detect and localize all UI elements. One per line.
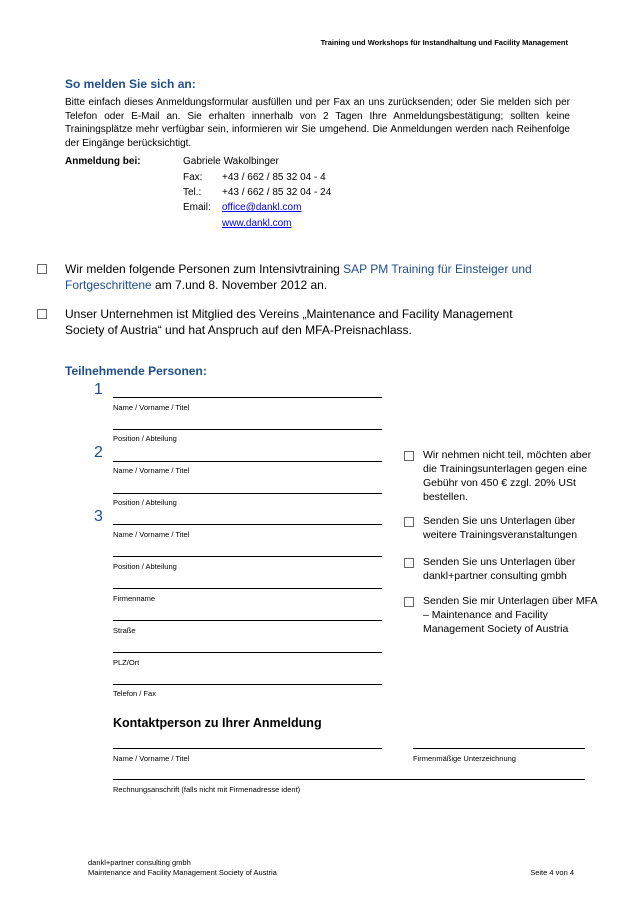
signature-label: Firmenmäßige Unterzeichnung	[413, 754, 516, 763]
city-line[interactable]	[113, 652, 382, 653]
fax-label: Fax:	[183, 172, 203, 183]
register-text-post: am 7.und 8. November 2012 an.	[151, 278, 328, 292]
page-header: Training und Workshops für Instandhaltung und Facility Management	[320, 38, 568, 47]
participant-3-position-line[interactable]	[113, 556, 382, 557]
signup-label: Anmeldung bei:	[65, 156, 141, 167]
option-no-participation-checkbox[interactable]	[404, 451, 414, 461]
participant-1-name-line[interactable]	[113, 397, 382, 398]
option-mfa-info[interactable]	[404, 594, 604, 636]
signature-line[interactable]	[413, 748, 585, 749]
footer-society: Maintenance and Facility Management Society of Austria	[88, 868, 277, 877]
option-more-trainings-checkbox[interactable]	[404, 517, 414, 527]
street-line[interactable]	[113, 620, 382, 621]
option-more-trainings[interactable]	[404, 514, 604, 542]
option-dankl-info-checkbox[interactable]	[404, 558, 414, 568]
participant-1-name-label: Name / Vorname / Titel	[113, 403, 190, 412]
participant-number-3: 3	[94, 508, 103, 525]
signup-intro: Bitte einfach dieses Anmeldungsformular ausfüllen und per Fax an uns zurücksenden; oder Sie melden sich per Telefon oder E-Mail an. Sie erhalten innerhalb von 2 Tagen Ihre Anmeldungsbestätigung; sollten keine Trainingsplätze mehr verfügbar sein, informieren wir Sie umgehend. Die Anmeldungen werden nach Reihenfolge der Eingänge berücksichtigt.	[65, 97, 570, 149]
billing-label: Rechnungsanschrift (falls nicht mit Firmenadresse ident)	[113, 785, 301, 794]
company-line[interactable]	[113, 588, 382, 589]
participant-3-name-label: Name / Vorname / Titel	[113, 530, 190, 539]
contact-name-line[interactable]	[113, 748, 382, 749]
footer-company: dankl+partner consulting gmbh	[88, 858, 191, 867]
participant-number-1: 1	[94, 381, 103, 398]
web-link[interactable]: www.dankl.com	[222, 218, 292, 229]
training-name: SAP PM Training für Einsteiger und Fortgeschrittene	[65, 262, 532, 292]
contact-heading: Kontaktperson zu Ihrer Anmeldung	[113, 716, 322, 730]
signup-heading: So melden Sie sich an:	[65, 77, 196, 91]
participant-1-position-line[interactable]	[113, 429, 382, 430]
member-checkbox[interactable]	[37, 309, 47, 319]
fax-number: +43 / 662 / 85 32 04 - 4	[222, 172, 326, 183]
participant-3-position-label: Position / Abteilung	[113, 562, 177, 571]
tel-number: +43 / 662 / 85 32 04 - 24	[222, 187, 332, 198]
option-dankl-info-text: Senden Sie uns Unterlagen über dankl+partner consulting gmbh	[423, 556, 576, 582]
participant-2-position-label: Position / Abteilung	[113, 498, 177, 507]
phone-line[interactable]	[113, 684, 382, 685]
participants-heading: Teilnehmende Personen:	[65, 364, 207, 378]
option-dankl-info[interactable]	[404, 555, 604, 583]
participant-3-name-line[interactable]	[113, 524, 382, 525]
email-link[interactable]: office@dankl.com	[222, 202, 302, 213]
option-no-participation-text: Wir nehmen nicht teil, möchten aber die Trainingsunterlagen gegen eine Gebühr von 450 € zzgl. 20% USt bestellen.	[423, 449, 592, 503]
option-no-participation[interactable]	[404, 448, 604, 504]
register-text-pre: Wir melden folgende Personen zum Intensivtraining	[65, 262, 344, 276]
participant-1-position-label: Position / Abteilung	[113, 434, 177, 443]
register-checkbox[interactable]	[37, 264, 47, 274]
contact-name-label: Name / Vorname / Titel	[113, 754, 190, 763]
member-statement: Unser Unternehmen ist Mitglied des Vereins „Maintenance and Facility Management Society of Austria“ und hat Anspruch auf den MFA-Preisnachlass.	[65, 307, 513, 337]
option-mfa-info-text: Senden Sie mir Unterlagen über MFA – Maintenance and Facility Management Society of Austria	[423, 595, 597, 635]
contact-name: Gabriele Wakolbinger	[183, 156, 279, 167]
participant-2-name-line[interactable]	[113, 461, 382, 462]
street-label: Straße	[113, 626, 136, 635]
option-mfa-info-checkbox[interactable]	[404, 597, 414, 607]
billing-line[interactable]	[113, 779, 585, 780]
city-label: PLZ/Ort	[113, 658, 140, 667]
participant-2-position-line[interactable]	[113, 493, 382, 494]
company-label: Firmenname	[113, 594, 156, 603]
tel-label: Tel.:	[183, 187, 202, 198]
option-more-trainings-text: Senden Sie uns Unterlagen über weitere Trainingsveranstaltungen	[423, 515, 578, 541]
register-statement	[65, 261, 565, 293]
participant-number-2: 2	[94, 444, 103, 461]
page-number: Seite 4 von 4	[530, 868, 574, 877]
phone-label: Telefon / Fax	[113, 689, 156, 698]
email-label: Email:	[183, 202, 211, 213]
participant-2-name-label: Name / Vorname / Titel	[113, 466, 190, 475]
